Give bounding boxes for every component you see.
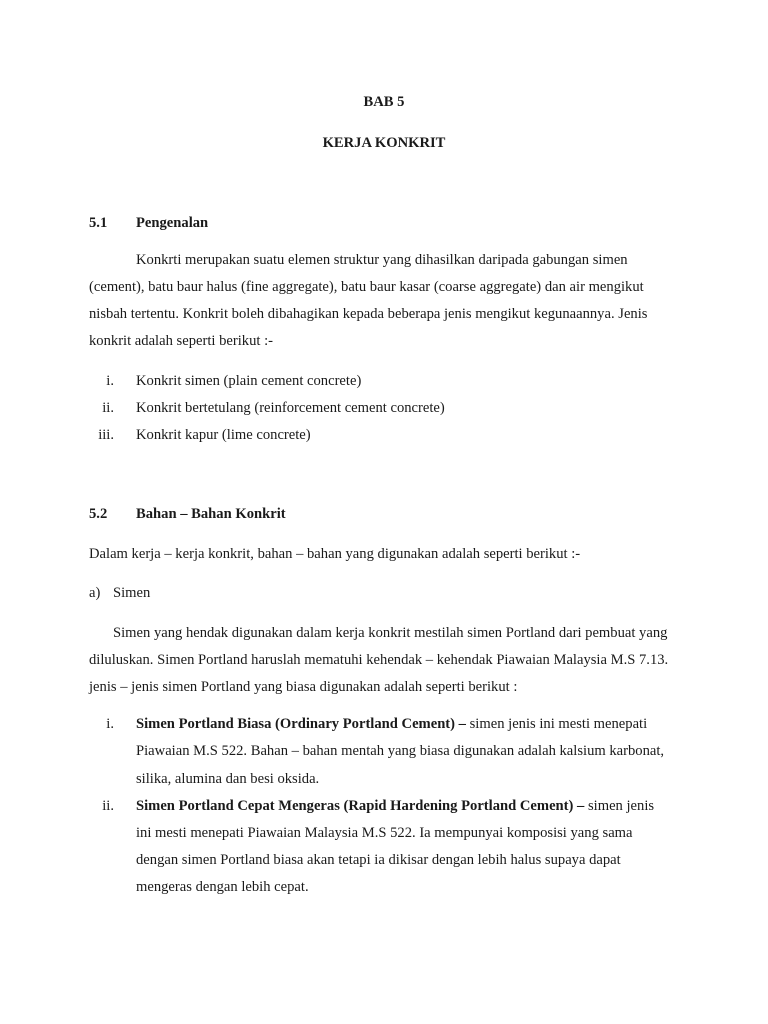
list-item-number: i. [106, 373, 114, 389]
section-5-2-number: 5.2 [89, 506, 108, 522]
list-item-line: ini mesti menepati Piawaian Malaysia M.S 522. Ia mempunyai komposisi yang sama [136, 825, 633, 841]
list-item-text: Konkrit bertetulang (reinforcement cement concrete) [136, 400, 445, 416]
paragraph-line: (cement), batu baur halus (fine aggregate), batu baur kasar (coarse aggregate) dan air mengikut [89, 279, 644, 295]
chapter-title: KERJA KONKRIT [322, 135, 446, 151]
sub-heading-label: Simen [113, 585, 151, 601]
paragraph-line: nisbah tertentu. Konkrit boleh dibahagikan kepada beberapa jenis mengikut kegunaannya. Jenis [89, 306, 648, 322]
section-5-1-number: 5.1 [89, 215, 108, 231]
list-item-text: simen jenis [584, 798, 655, 814]
list-item-text: Konkrit kapur (lime concrete) [136, 427, 311, 443]
sub-heading-marker: a) [89, 585, 101, 601]
list-item-number: ii. [102, 798, 114, 814]
list-item-line: dengan simen Portland biasa akan tetapi ia dikisar dengan lebih halus supaya dapat [136, 852, 621, 868]
chapter-number: BAB 5 [363, 94, 405, 110]
paragraph-line: jenis – jenis simen Portland yang biasa digunakan adalah seperti berikut : [89, 679, 518, 695]
paragraph-line: konkrit adalah seperti berikut :- [89, 333, 273, 349]
section-5-2-title: Bahan – Bahan Konkrit [136, 506, 286, 522]
list-item-term: Simen Portland Cepat Mengeras (Rapid Hardening Portland Cement) – [136, 798, 585, 814]
list-item-first-line [136, 798, 654, 815]
list-item-number: iii. [98, 427, 114, 443]
paragraph-line: diluluskan. Simen Portland haruslah mematuhi kehendak – kehendak Piawaian Malaysia M.S 7.13. [89, 652, 669, 668]
list-item-number: i. [106, 716, 114, 732]
paragraph-line: Simen yang hendak digunakan dalam kerja konkrit mestilah simen Portland dari pembuat yang [113, 625, 668, 641]
list-item-term: Simen Portland Biasa (Ordinary Portland Cement) – [136, 716, 466, 732]
section-intro: Dalam kerja – kerja konkrit, bahan – bahan yang digunakan adalah seperti berikut :- [89, 546, 581, 562]
list-item-number: ii. [102, 400, 114, 416]
paragraph-line: Konkrti merupakan suatu elemen struktur yang dihasilkan daripada gabungan simen [136, 252, 628, 268]
section-5-1-title: Pengenalan [136, 215, 209, 231]
list-item-first-line [136, 716, 647, 733]
list-item-text: simen jenis ini mesti menepati [465, 716, 648, 732]
list-item-line: mengeras dengan lebih cepat. [136, 879, 309, 895]
list-item-text: Konkrit simen (plain cement concrete) [136, 373, 362, 389]
list-item-line: Piawaian M.S 522. Bahan – bahan mentah yang biasa digunakan adalah kalsium karbonat, [136, 743, 665, 759]
list-item-line: silika, alumina dan besi oksida. [136, 771, 320, 787]
